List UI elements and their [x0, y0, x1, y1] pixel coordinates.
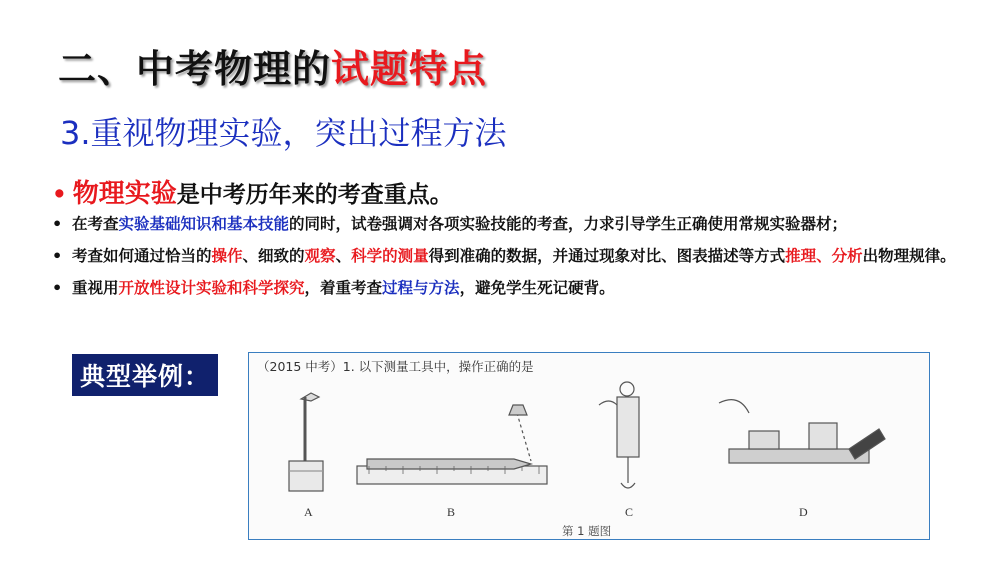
bullet-text: 考查如何通过恰当的 [72, 246, 212, 265]
thermometer-beaker-drawing [289, 393, 323, 491]
bullet-highlight: 推理、分析 [785, 246, 863, 265]
option-d: D [799, 505, 808, 519]
bullet-text: 、 [335, 246, 352, 265]
lead-highlight: 物理实验 [72, 179, 177, 209]
bullet-highlight: 过程与方法 [382, 278, 460, 297]
balance-drawing [719, 400, 885, 463]
measuring-tools-illustration [249, 353, 930, 540]
bullet-highlight: 观察 [304, 246, 336, 265]
bullet-highlight: 操作 [211, 246, 243, 265]
title-part1: 二、中考物理的 [58, 47, 332, 91]
bullet-text: ，着重考查 [304, 278, 383, 297]
bullet-text: 的同时，试卷强调对各项实验技能的考查，力求引导学生正确使用常规实验器材； [289, 214, 848, 233]
ruler-pencil-drawing [357, 405, 547, 484]
bullet-text: 得到准确的数据，并通过现象对比、图表描述等方式 [428, 246, 786, 265]
bullet-text: 出物理规律。 [862, 246, 956, 265]
example-label: 典型举例： [72, 354, 218, 396]
bullet-text: ，避免学生死记硬背。 [459, 278, 615, 297]
bullet-highlight: 科学的测量 [351, 246, 429, 265]
bullet-highlight: 实验基础知识和基本技能 [118, 214, 290, 233]
lead-point [52, 173, 453, 210]
bullet-dot: • [52, 181, 67, 208]
bullet-text: 、细致的 [242, 246, 305, 265]
bullet-text: 重视用 [72, 278, 119, 297]
title-part2: 试题特点 [331, 47, 488, 91]
bullet-item-3 [52, 276, 957, 300]
figure-caption: 第 1 题图 [562, 524, 612, 538]
bullet-list [52, 212, 957, 308]
bullet-item-2 [52, 244, 957, 268]
bullet-text: 在考查 [72, 214, 119, 233]
slide-title [58, 38, 487, 93]
lead-rest: 是中考历年来的考查重点。 [176, 181, 453, 208]
question-figure [248, 352, 930, 540]
bullet-highlight: 开放性设计实验和科学探究 [118, 278, 305, 297]
option-a: A [304, 505, 313, 519]
question-text: （2015 中考）1. 以下测量工具中，操作正确的是 [257, 359, 534, 374]
spring-scale-drawing [599, 382, 639, 488]
option-c: C [625, 505, 634, 519]
slide-subtitle: 3.重视物理实验，突出过程方法 [60, 114, 507, 152]
bullet-item-1 [52, 212, 957, 236]
option-b: B [447, 505, 456, 519]
